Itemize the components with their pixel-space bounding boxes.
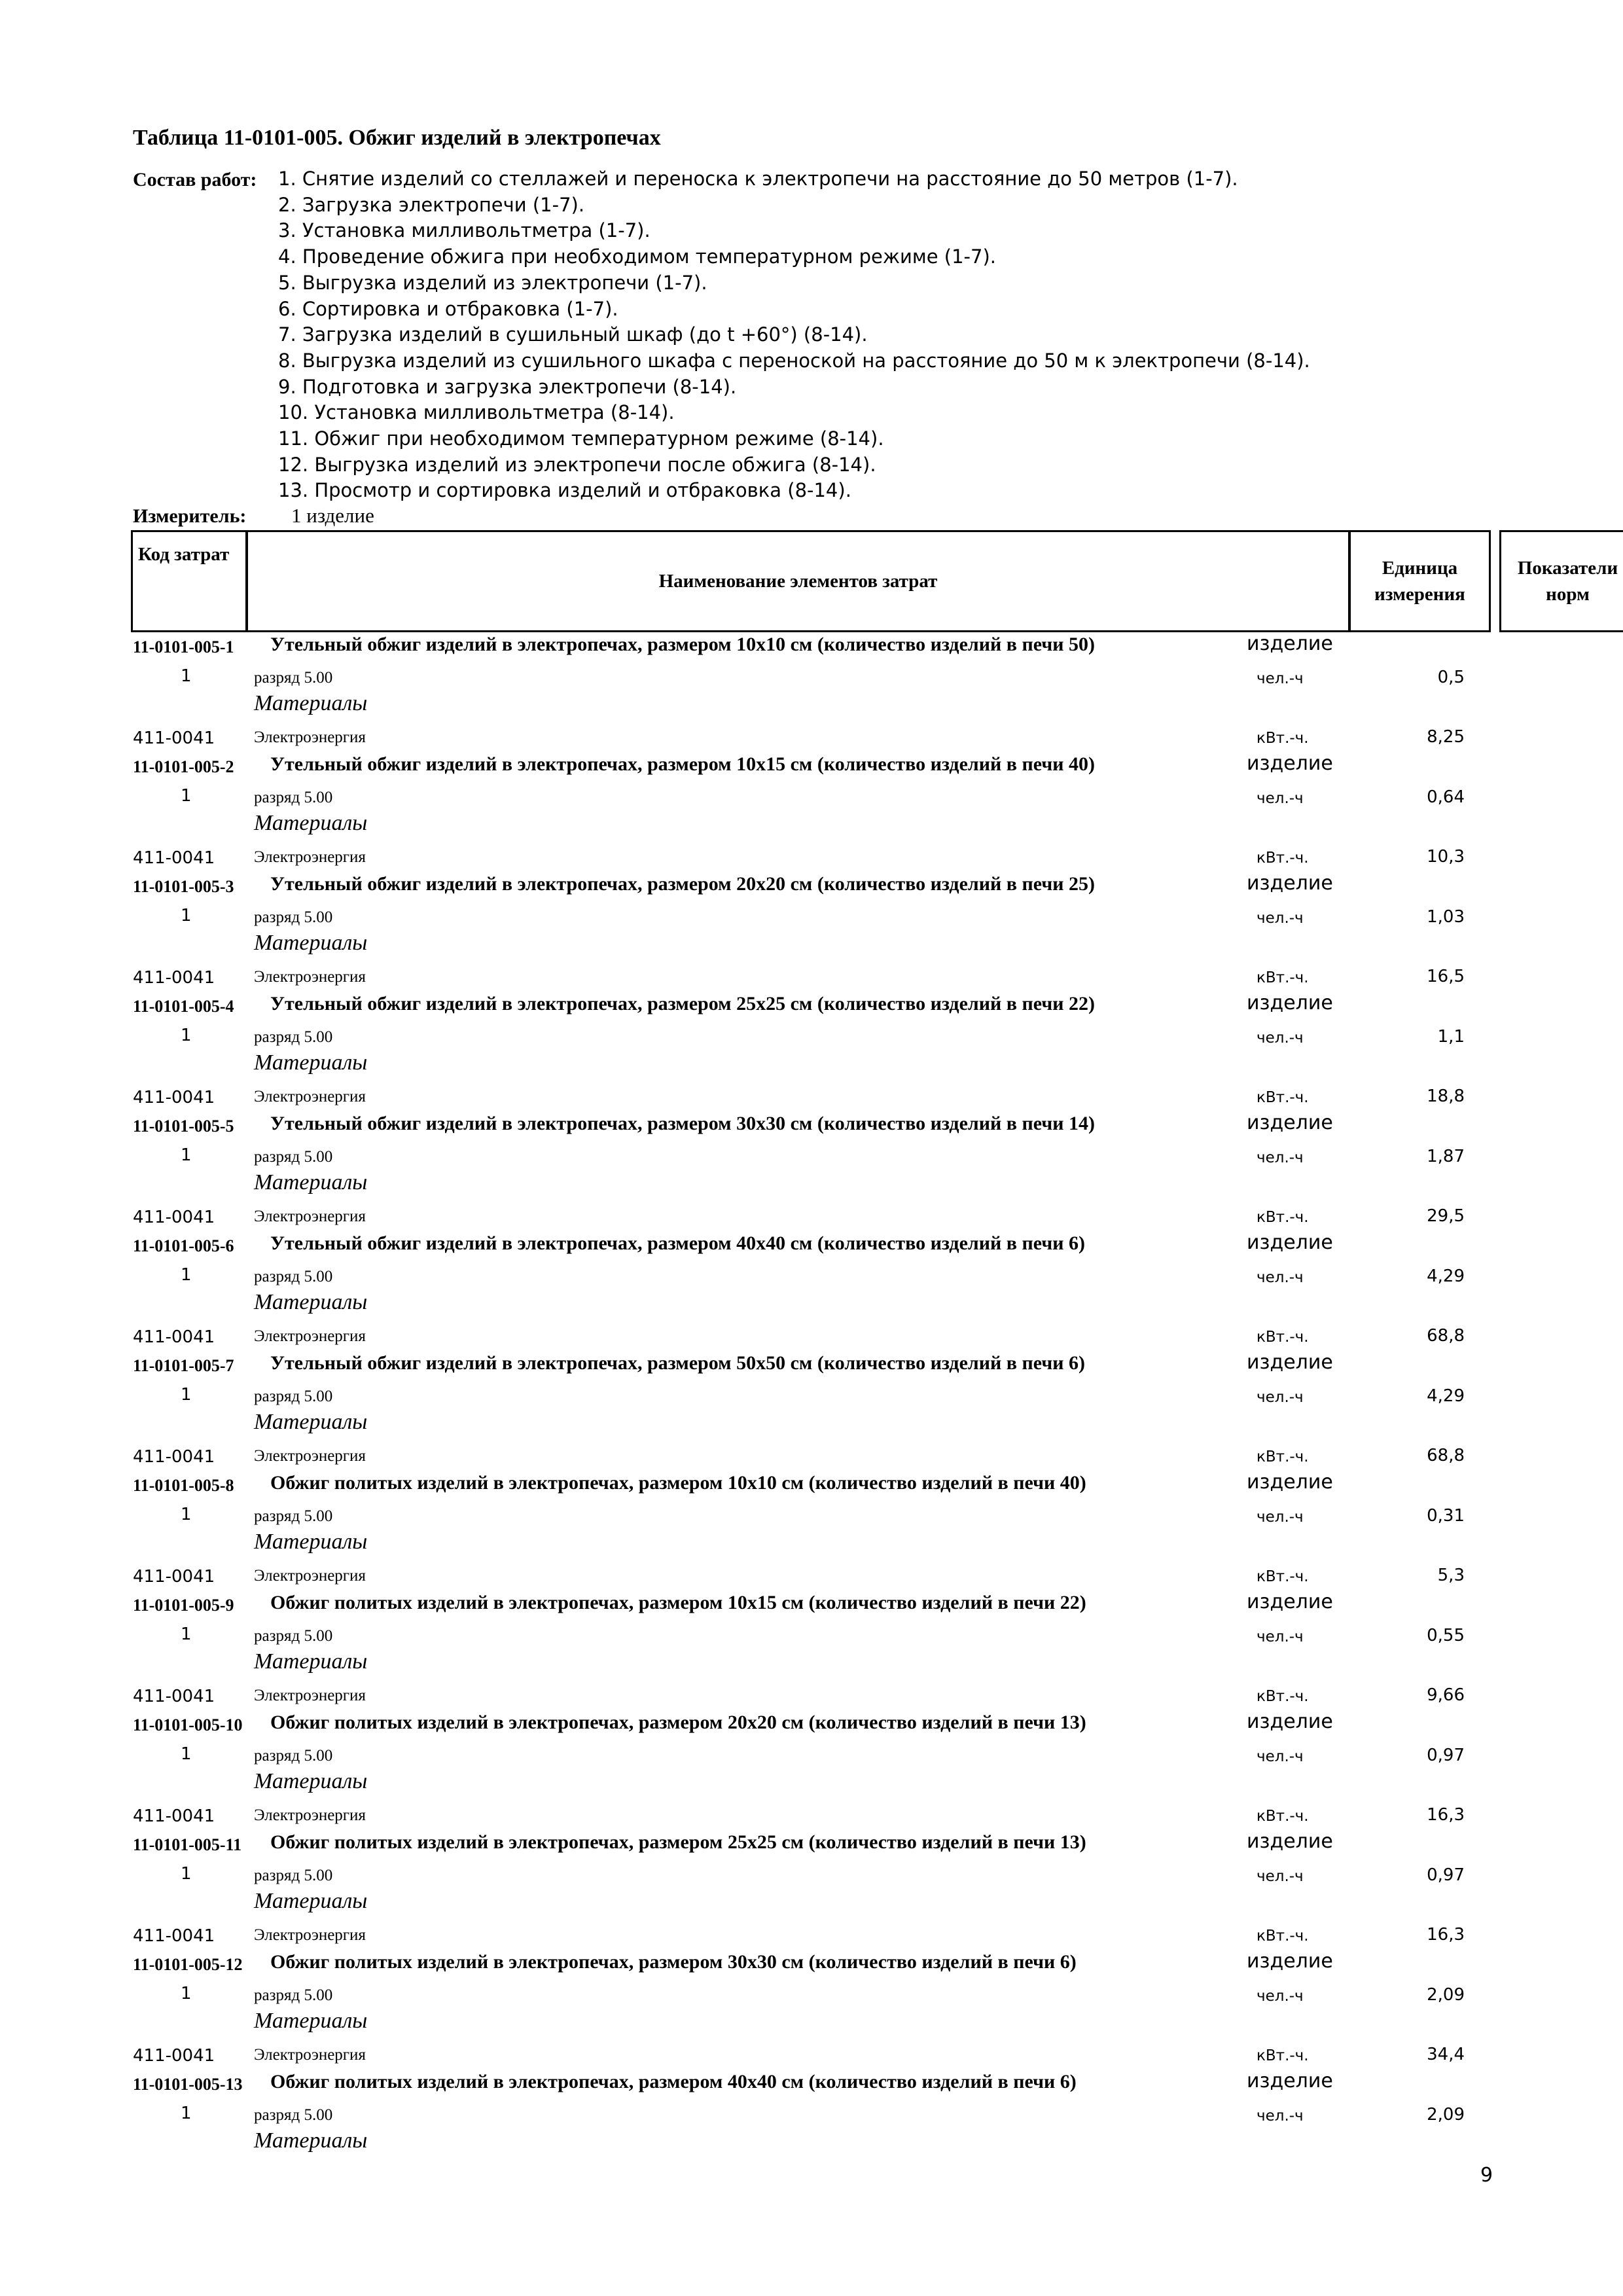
- worker-grade: разряд 5.00: [254, 1267, 333, 1285]
- item-code: 11-0101-005-9: [133, 1596, 234, 1615]
- energy-value: 9,66: [1427, 1685, 1465, 1706]
- worker-number: 1: [181, 905, 192, 925]
- table-row: [0, 1498, 1623, 1528]
- worker-unit: чел.-ч: [1257, 1748, 1304, 1765]
- materials-heading: Материалы: [254, 1768, 368, 1793]
- materials-heading: Материалы: [254, 1289, 368, 1314]
- energy-value: 68,8: [1427, 1326, 1465, 1346]
- worker-number: 1: [181, 1624, 192, 1644]
- item-code: 11-0101-005-11: [133, 1835, 242, 1854]
- energy-unit: кВт.-ч.: [1257, 1209, 1309, 1227]
- table-row: [0, 2127, 1623, 2157]
- page-number: 9: [1480, 2164, 1493, 2187]
- table-row: [0, 1738, 1623, 1768]
- energy-code: 411-0041: [133, 1088, 215, 1108]
- item-code: 11-0101-005-3: [133, 877, 234, 896]
- energy-value: 10,3: [1427, 847, 1465, 867]
- table-row: [0, 780, 1623, 810]
- table-row: [0, 869, 1623, 899]
- worker-grade: разряд 5.00: [254, 1986, 333, 2004]
- table-row: [0, 1198, 1623, 1229]
- energy-unit: кВт.-ч.: [1257, 969, 1309, 987]
- work-item: 9. Подготовка и загрузка электропечи (8-14).: [278, 375, 737, 398]
- materials-heading: Материалы: [254, 1409, 368, 1434]
- table-row: [0, 1888, 1623, 1918]
- energy-unit: кВт.-ч.: [1257, 1928, 1309, 1945]
- labor-value: 1,03: [1427, 906, 1465, 927]
- materials-heading: Материалы: [254, 691, 368, 715]
- item-code: 11-0101-005-7: [133, 1356, 234, 1375]
- worker-grade: разряд 5.00: [254, 1507, 333, 1525]
- table-body: [0, 630, 1623, 2157]
- table-row: [0, 719, 1623, 749]
- energy-value: 5,3: [1437, 1566, 1465, 1586]
- table-row: [0, 1019, 1623, 1049]
- labor-value: 4,29: [1427, 1386, 1465, 1406]
- worker-unit: чел.-ч: [1257, 1029, 1304, 1047]
- worker-grade: разряд 5.00: [254, 1147, 333, 1166]
- measure-label: Измеритель:: [133, 505, 247, 527]
- work-item: 7. Загрузка изделий в сушильный шкаф (до t +60°) (8-14).: [278, 323, 868, 346]
- table-row: [0, 660, 1623, 690]
- table-title: Таблица 11-0101-005. Обжиг изделий в электропечах: [133, 126, 661, 150]
- item-code: 11-0101-005-4: [133, 997, 234, 1016]
- energy-value: 34,4: [1427, 2045, 1465, 2065]
- table-row: [0, 1677, 1623, 1708]
- table-row: [0, 810, 1623, 840]
- labor-value: 0,55: [1427, 1625, 1465, 1645]
- worker-number: 1: [181, 1265, 192, 1285]
- worker-grade: разряд 5.00: [254, 908, 333, 926]
- item-unit: изделие: [1247, 752, 1333, 775]
- work-item: 4. Проведение обжига при необходимом температурном режиме (1-7).: [278, 245, 996, 268]
- table-row: [0, 959, 1623, 989]
- energy-name: Электроэнергия: [254, 2046, 366, 2064]
- worker-unit: чел.-ч: [1257, 1628, 1304, 1645]
- item-unit: изделие: [1247, 632, 1333, 655]
- table-row: [0, 1708, 1623, 1738]
- table-row: [0, 1109, 1623, 1139]
- header-norm: Показатели норм: [1499, 530, 1623, 632]
- energy-code: 411-0041: [133, 1208, 215, 1228]
- item-unit: изделие: [1247, 1351, 1333, 1374]
- worker-number: 1: [181, 2103, 192, 2123]
- item-name: Обжиг политых изделий в электропечах, размером 30х30 см (количество изделий в печи 6): [270, 1951, 1077, 1973]
- energy-value: 8,25: [1427, 727, 1465, 747]
- table-row: [0, 1917, 1623, 1947]
- table-row: [0, 1558, 1623, 1588]
- item-code: 11-0101-005-2: [133, 757, 234, 776]
- worker-grade: разряд 5.00: [254, 2106, 333, 2124]
- worker-number: 1: [181, 1744, 192, 1764]
- materials-heading: Материалы: [254, 1050, 368, 1075]
- header-code: Код затрат: [131, 530, 247, 632]
- worker-unit: чел.-ч: [1257, 1867, 1304, 1885]
- materials-heading: Материалы: [254, 1888, 368, 1913]
- table-row: [0, 1797, 1623, 1827]
- energy-unit: кВт.-ч.: [1257, 850, 1309, 867]
- table-row: [0, 630, 1623, 660]
- materials-heading: Материалы: [254, 810, 368, 835]
- labor-value: 0,64: [1427, 787, 1465, 807]
- table-row: [0, 749, 1623, 780]
- energy-name: Электроэнергия: [254, 1088, 366, 1106]
- item-name: Обжиг политых изделий в электропечах, размером 40х40 см (количество изделий в печи 6): [270, 2071, 1077, 2092]
- item-name: Утельный обжиг изделий в электропечах, размером 20х20 см (количество изделий в печи 25): [270, 873, 1096, 895]
- energy-unit: кВт.-ч.: [1257, 730, 1309, 747]
- energy-value: 29,5: [1427, 1206, 1465, 1227]
- item-unit: изделие: [1247, 1471, 1333, 1494]
- table-row: [0, 899, 1623, 929]
- work-composition-label: Состав работ:: [133, 169, 257, 190]
- worker-number: 1: [181, 1145, 192, 1165]
- table-row: [0, 1378, 1623, 1408]
- labor-value: 0,5: [1437, 667, 1465, 687]
- labor-value: 2,09: [1427, 2104, 1465, 2125]
- worker-grade: разряд 5.00: [254, 1626, 333, 1645]
- labor-value: 1,1: [1437, 1026, 1465, 1047]
- worker-number: 1: [181, 666, 192, 686]
- energy-code: 411-0041: [133, 1806, 215, 1827]
- worker-grade: разряд 5.00: [254, 1387, 333, 1405]
- energy-value: 18,8: [1427, 1086, 1465, 1107]
- work-item: 3. Установка милливольтметра (1-7).: [278, 219, 651, 242]
- energy-code: 411-0041: [133, 848, 215, 869]
- table-row: [0, 1049, 1623, 1079]
- table-row: [0, 1618, 1623, 1648]
- header-unit: Единица измерения: [1349, 530, 1491, 632]
- table-row: [0, 690, 1623, 720]
- energy-code: 411-0041: [133, 1567, 215, 1587]
- item-name: Утельный обжиг изделий в электропечах, размером 10х10 см (количество изделий в печи 50): [270, 634, 1096, 655]
- item-name: Утельный обжиг изделий в электропечах, размером 50х50 см (количество изделий в печи 6): [270, 1352, 1086, 1374]
- worker-grade: разряд 5.00: [254, 1028, 333, 1046]
- labor-value: 4,29: [1427, 1266, 1465, 1286]
- item-code: 11-0101-005-12: [133, 1955, 243, 1974]
- table-row: [0, 1528, 1623, 1558]
- table-row: [0, 2097, 1623, 2127]
- worker-number: 1: [181, 1983, 192, 2003]
- energy-value: 16,3: [1427, 1805, 1465, 1825]
- energy-name: Электроэнергия: [254, 1447, 366, 1465]
- energy-value: 16,5: [1427, 967, 1465, 987]
- item-unit: изделие: [1247, 1590, 1333, 1613]
- energy-name: Электроэнергия: [254, 1926, 366, 1945]
- item-code: 11-0101-005-8: [133, 1476, 234, 1495]
- labor-value: 0,97: [1427, 1865, 1465, 1885]
- work-composition-list: [278, 166, 1310, 504]
- item-unit: изделие: [1247, 1830, 1333, 1853]
- table-row: [0, 1289, 1623, 1319]
- energy-name: Электроэнергия: [254, 1567, 366, 1585]
- energy-unit: кВт.-ч.: [1257, 1568, 1309, 1586]
- work-item: 5. Выгрузка изделий из электропечи (1-7).: [278, 271, 707, 294]
- item-name: Утельный обжиг изделий в электропечах, размером 30х30 см (количество изделий в печи 14): [270, 1113, 1096, 1134]
- worker-number: 1: [181, 1504, 192, 1524]
- table-row: [0, 1768, 1623, 1798]
- table-row: [0, 1408, 1623, 1439]
- item-name: Обжиг политых изделий в электропечах, размером 10х10 см (количество изделий в печи 40): [270, 1472, 1086, 1494]
- energy-code: 411-0041: [133, 1447, 215, 1467]
- table-row: [0, 1468, 1623, 1498]
- energy-code: 411-0041: [133, 1687, 215, 1707]
- worker-unit: чел.-ч: [1257, 909, 1304, 927]
- item-code: 11-0101-005-13: [133, 2075, 243, 2094]
- table-row: [0, 1079, 1623, 1109]
- worker-unit: чел.-ч: [1257, 1149, 1304, 1166]
- materials-heading: Материалы: [254, 2128, 368, 2153]
- item-unit: изделие: [1247, 1950, 1333, 1973]
- energy-unit: кВт.-ч.: [1257, 1329, 1309, 1346]
- table-row: [0, 1857, 1623, 1888]
- table-row: [0, 1259, 1623, 1289]
- materials-heading: Материалы: [254, 1649, 368, 1674]
- item-name: Утельный обжиг изделий в электропечах, размером 40х40 см (количество изделий в печи 6): [270, 1232, 1086, 1254]
- energy-unit: кВт.-ч.: [1257, 1808, 1309, 1825]
- table-row: [0, 1947, 1623, 1977]
- work-item: 13. Просмотр и сортировка изделий и отбраковка (8-14).: [278, 479, 851, 502]
- labor-value: 0,31: [1427, 1505, 1465, 1526]
- energy-value: 16,3: [1427, 1925, 1465, 1945]
- table-row: [0, 1827, 1623, 1857]
- item-code: 11-0101-005-10: [133, 1715, 243, 1734]
- table-row: [0, 2037, 1623, 2067]
- materials-heading: Материалы: [254, 1529, 368, 1554]
- table-row: [0, 929, 1623, 960]
- item-unit: изделие: [1247, 1710, 1333, 1733]
- energy-code: 411-0041: [133, 2046, 215, 2066]
- worker-unit: чел.-ч: [1257, 1508, 1304, 1526]
- table-row: [0, 1648, 1623, 1678]
- energy-name: Электроэнергия: [254, 1327, 366, 1346]
- item-code: 11-0101-005-6: [133, 1236, 234, 1255]
- energy-code: 411-0041: [133, 1327, 215, 1348]
- work-item: 10. Установка милливольтметра (8-14).: [278, 401, 675, 424]
- item-unit: изделие: [1247, 2070, 1333, 2092]
- energy-name: Электроэнергия: [254, 848, 366, 867]
- item-unit: изделие: [1247, 1231, 1333, 1254]
- table-row: [0, 2007, 1623, 2037]
- worker-unit: чел.-ч: [1257, 1388, 1304, 1406]
- table-row: [0, 1438, 1623, 1468]
- energy-code: 411-0041: [133, 728, 215, 749]
- work-item: 12. Выгрузка изделий из электропечи после обжига (8-14).: [278, 453, 876, 476]
- energy-unit: кВт.-ч.: [1257, 1448, 1309, 1466]
- energy-code: 411-0041: [133, 1926, 215, 1946]
- energy-name: Электроэнергия: [254, 968, 366, 986]
- header-name: Наименование элементов затрат: [246, 530, 1350, 632]
- worker-grade: разряд 5.00: [254, 668, 333, 687]
- labor-value: 1,87: [1427, 1146, 1465, 1166]
- worker-unit: чел.-ч: [1257, 1268, 1304, 1286]
- item-unit: изделие: [1247, 872, 1333, 895]
- table-row: [0, 989, 1623, 1019]
- item-name: Обжиг политых изделий в электропечах, размером 10х15 см (количество изделий в печи 22): [270, 1592, 1086, 1613]
- worker-grade: разряд 5.00: [254, 1746, 333, 1765]
- table-row: [0, 2067, 1623, 2097]
- worker-number: 1: [181, 1863, 192, 1884]
- energy-name: Электроэнергия: [254, 728, 366, 747]
- item-unit: изделие: [1247, 992, 1333, 1014]
- worker-number: 1: [181, 785, 192, 806]
- item-name: Обжиг политых изделий в электропечах, размером 20х20 см (количество изделий в печи 13): [270, 1712, 1086, 1733]
- work-item: 8. Выгрузка изделий из сушильного шкафа с переноской на расстояние до 50 м к электропечи (8-14).: [278, 349, 1310, 372]
- table-row: [0, 1169, 1623, 1199]
- worker-grade: разряд 5.00: [254, 788, 333, 806]
- energy-name: Электроэнергия: [254, 1806, 366, 1825]
- worker-unit: чел.-ч: [1257, 670, 1304, 687]
- worker-number: 1: [181, 1025, 192, 1045]
- item-code: 11-0101-005-5: [133, 1117, 234, 1136]
- labor-value: 2,09: [1427, 1984, 1465, 2005]
- table-header: [131, 530, 1618, 632]
- table-row: [0, 1348, 1623, 1378]
- measure-value: 1 изделие: [291, 504, 374, 527]
- table-row: [0, 1139, 1623, 1169]
- item-name: Обжиг политых изделий в электропечах, размером 25х25 см (количество изделий в печи 13): [270, 1831, 1086, 1853]
- energy-name: Электроэнергия: [254, 1208, 366, 1226]
- table-row: [0, 839, 1623, 869]
- energy-value: 68,8: [1427, 1446, 1465, 1466]
- table-row: [0, 1229, 1623, 1259]
- work-item: 1. Снятие изделий со стеллажей и переноска к электропечи на расстояние до 50 метров (1-7).: [278, 168, 1238, 190]
- item-name: Утельный обжиг изделий в электропечах, размером 10х15 см (количество изделий в печи 40): [270, 753, 1096, 775]
- item-code: 11-0101-005-1: [133, 637, 234, 656]
- work-item: 2. Загрузка электропечи (1-7).: [278, 193, 585, 216]
- materials-heading: Материалы: [254, 2008, 368, 2033]
- table-row: [0, 1977, 1623, 2007]
- work-item: 6. Сортировка и отбраковка (1-7).: [278, 297, 618, 320]
- table-row: [0, 1588, 1623, 1618]
- energy-code: 411-0041: [133, 968, 215, 988]
- materials-heading: Материалы: [254, 1170, 368, 1194]
- worker-unit: чел.-ч: [1257, 789, 1304, 807]
- energy-unit: кВт.-ч.: [1257, 1089, 1309, 1107]
- worker-grade: разряд 5.00: [254, 1866, 333, 1884]
- worker-unit: чел.-ч: [1257, 2107, 1304, 2125]
- materials-heading: Материалы: [254, 930, 368, 955]
- energy-unit: кВт.-ч.: [1257, 2047, 1309, 2065]
- work-item: 11. Обжиг при необходимом температурном режиме (8-14).: [278, 427, 884, 450]
- worker-unit: чел.-ч: [1257, 1987, 1304, 2005]
- item-unit: изделие: [1247, 1111, 1333, 1134]
- energy-unit: кВт.-ч.: [1257, 1688, 1309, 1706]
- worker-number: 1: [181, 1384, 192, 1405]
- labor-value: 0,97: [1427, 1745, 1465, 1765]
- item-name: Утельный обжиг изделий в электропечах, размером 25х25 см (количество изделий в печи 22): [270, 993, 1096, 1014]
- energy-name: Электроэнергия: [254, 1687, 366, 1705]
- table-row: [0, 1318, 1623, 1348]
